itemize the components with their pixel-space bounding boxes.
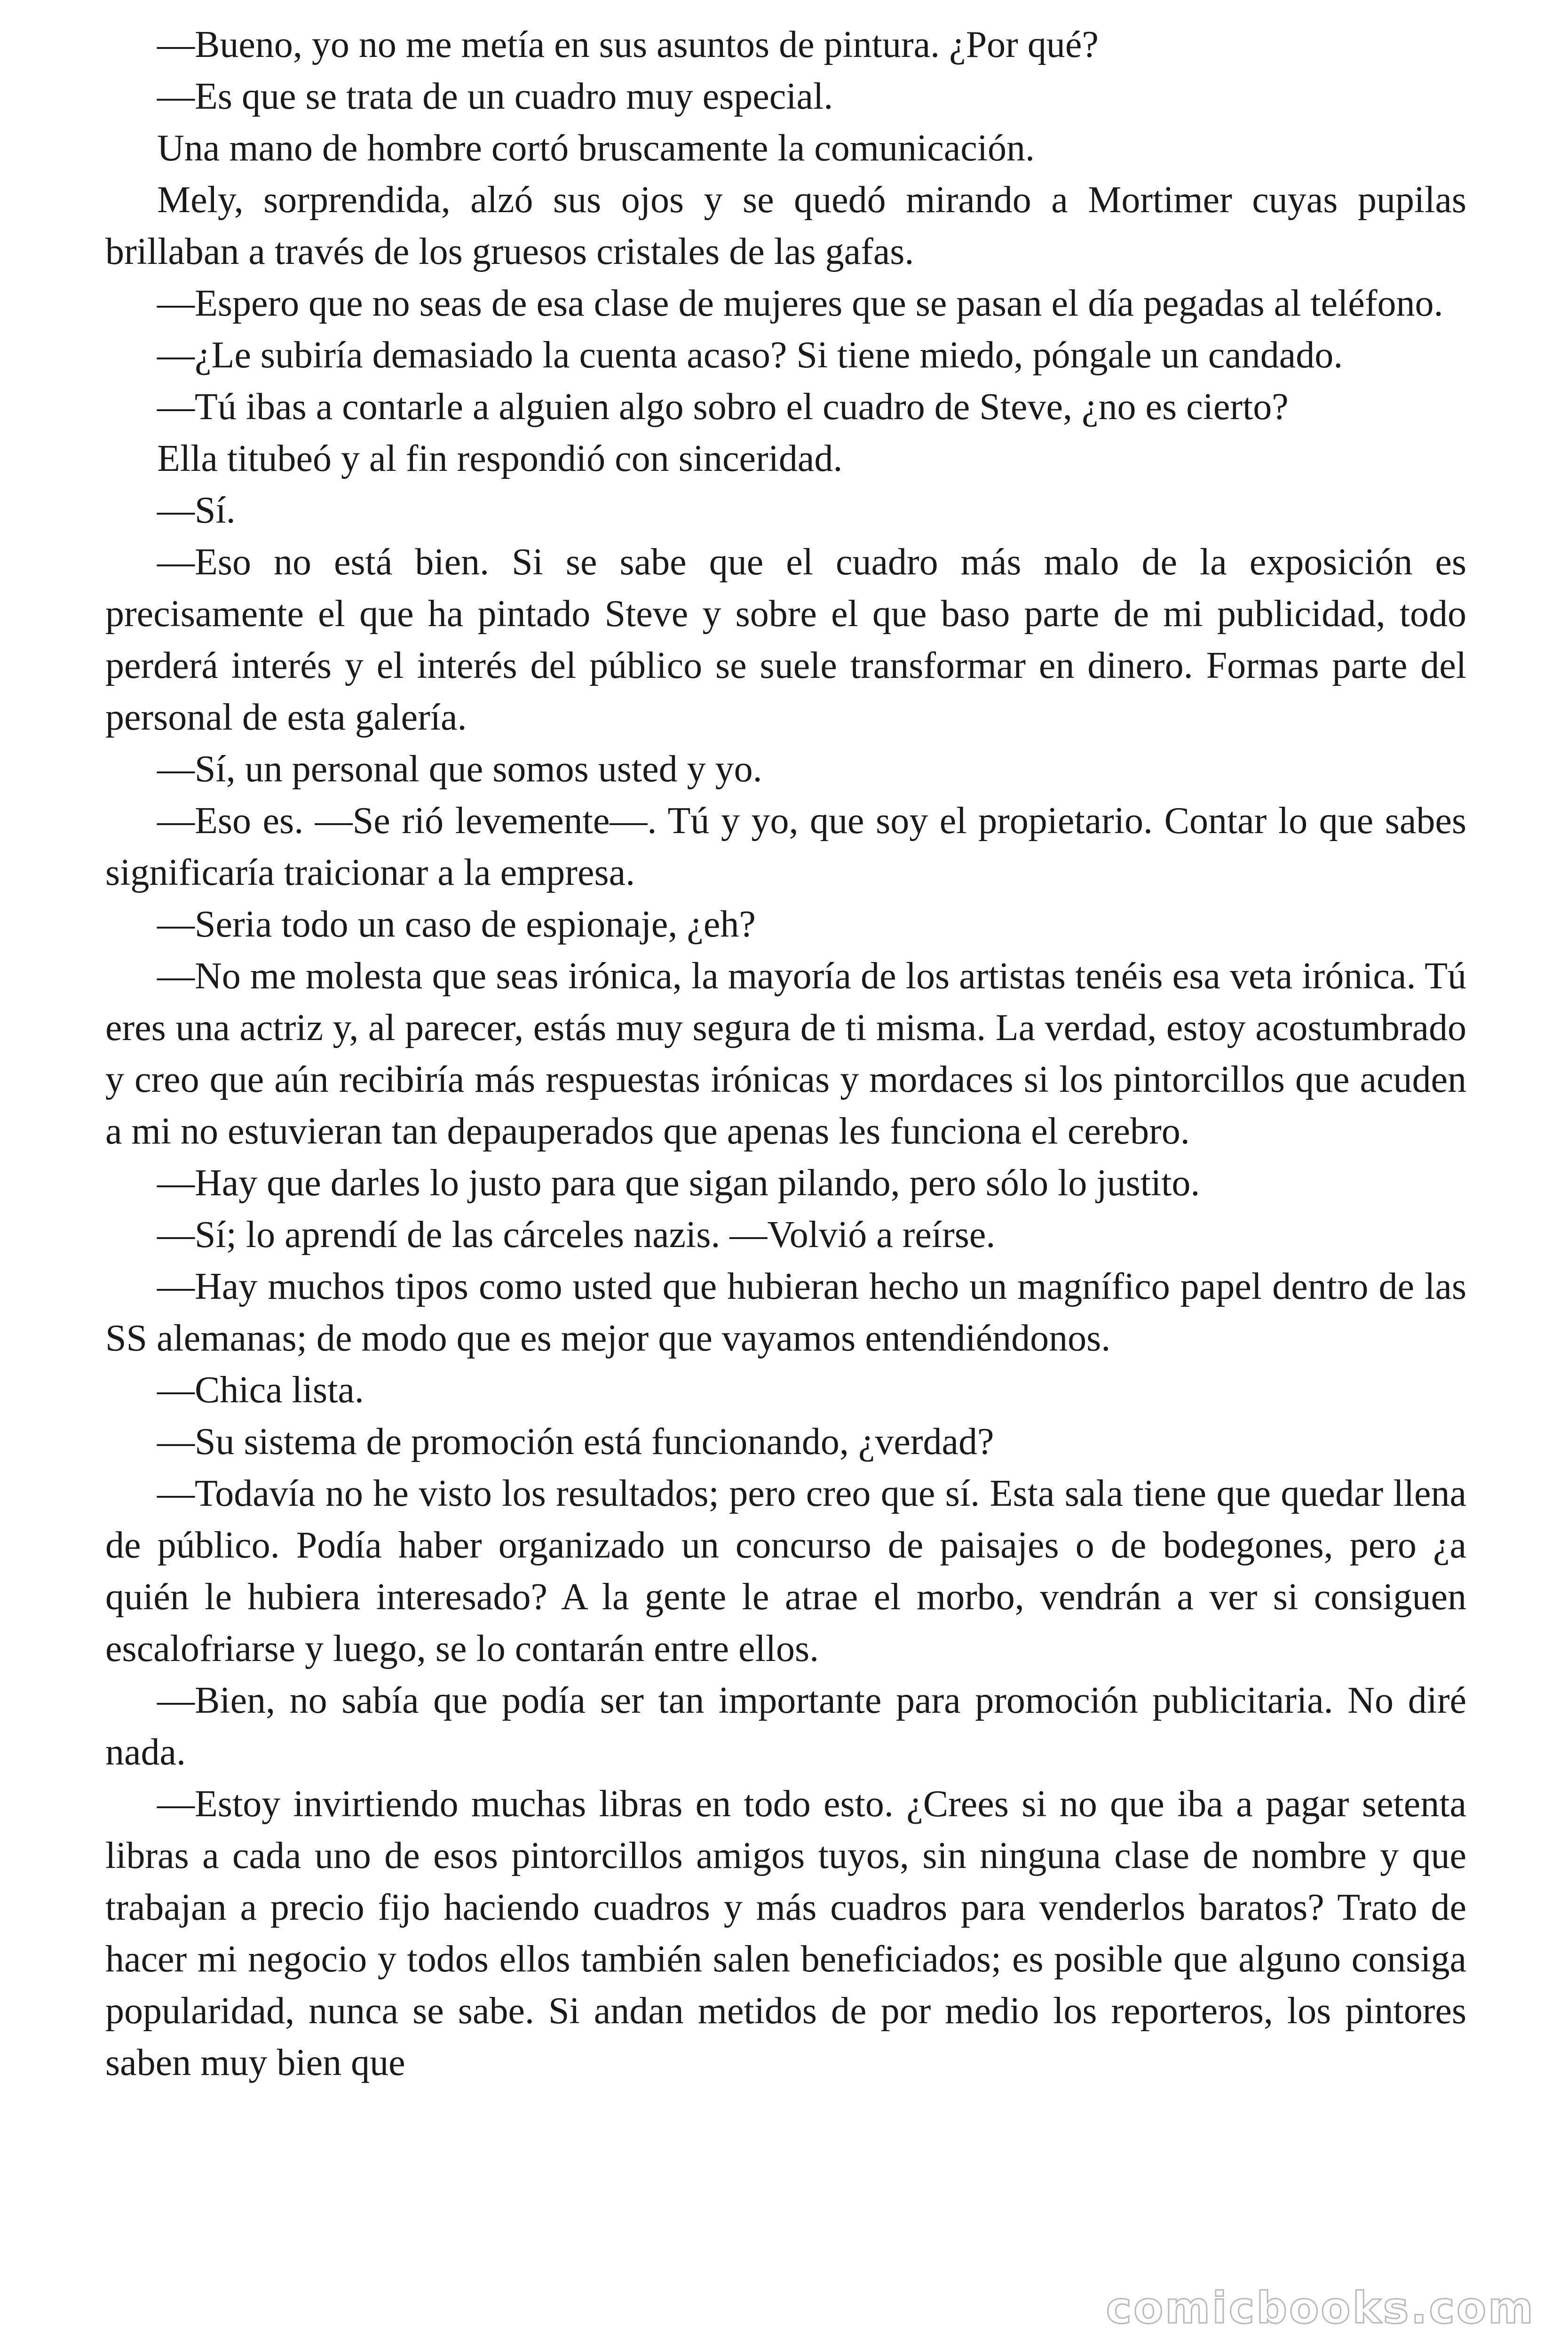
paragraph: —Seria todo un caso de espionaje, ¿eh?: [157, 904, 756, 945]
paragraph: —Hay muchos tipos como usted que hubieran hecho un magnífico papel dentro de las SS alemanas; de modo que es mejor que vayamos entendiéndonos.: [105, 1266, 1466, 1359]
paragraph: —Es que se trata de un cuadro muy especial.: [157, 76, 833, 117]
paragraph: Mely, sorprendida, alzó sus ojos y se quedó mirando a Mortimer cuyas pupilas brillaban a través de los gruesos cristales de las gafas.: [105, 179, 1466, 272]
paragraph: —Eso es. —Se rió levemente—. Tú y yo, que soy el propietario. Contar lo que sabes significaría traicionar a la empresa.: [105, 800, 1466, 893]
paragraph: —Su sistema de promoción está funcionando, ¿verdad?: [157, 1421, 994, 1462]
paragraph: —No me molesta que seas irónica, la mayoría de los artistas tenéis esa veta irónica. Tú eres una actriz y, al parecer, estás muy segura de ti misma. La verdad, estoy acostumbrado y creo que aún recibiría más respuestas irónicas y mordaces si los pintorcillos que acuden a mi no estuvieran tan depauperados que apenas les funciona el cerebro.: [105, 955, 1466, 1152]
paragraph: —Eso no está bien. Si se sabe que el cuadro más malo de la exposición es precisamente el que ha pintado Steve y sobre el que baso parte de mi publicidad, todo perderá interés y el interés del público se suele transformar en dinero. Formas parte del personal de esta galería.: [105, 541, 1466, 738]
page-body: [105, 19, 1466, 2089]
paragraph: —Todavía no he visto los resultados; pero creo que sí. Esta sala tiene que quedar llena de público. Podía haber organizado un concurso de paisajes o de bodegones, pero ¿a quién le hubiera interesado? A la gente le atrae el morbo, vendrán a ver si consiguen escalofriarse y luego, se lo contarán entre ellos.: [105, 1473, 1466, 1669]
paragraph: Ella titubeó y al fin respondió con sinceridad.: [157, 438, 843, 479]
paragraph: Una mano de hombre cortó bruscamente la comunicación.: [157, 127, 1035, 169]
paragraph: —¿Le subiría demasiado la cuenta acaso? Si tiene miedo, póngale un candado.: [157, 334, 1343, 376]
paragraph: —Chica lista.: [157, 1369, 364, 1411]
watermark: comicbooks.com: [1106, 2283, 1535, 2333]
paragraph: —Bien, no sabía que podía ser tan importante para promoción publicitaria. No diré nada.: [105, 1680, 1466, 1773]
paragraph: —Sí; lo aprendí de las cárceles nazis. —Volvió a reírse.: [157, 1214, 996, 1255]
paragraph: —Tú ibas a contarle a alguien algo sobro el cuadro de Steve, ¿no es cierto?: [157, 386, 1289, 428]
paragraph: —Estoy invirtiendo muchas libras en todo esto. ¿Crees si no que iba a pagar setenta libras a cada uno de esos pintorcillos amigos tuyos, sin ninguna clase de nombre y que trabajan a precio fijo haciendo cuadros y más cuadros para venderlos baratos? Trato de hacer mi negocio y todos ellos también salen beneficiados; es posible que alguno consiga popularidad, nunca se sabe. Si andan metidos de por medio los reporteros, los pintores saben muy bien que: [105, 1783, 1466, 2083]
paragraph: —Espero que no seas de esa clase de mujeres que se pasan el día pegadas al teléfono.: [157, 283, 1443, 324]
paragraph: —Bueno, yo no me metía en sus asuntos de pintura. ¿Por qué?: [157, 24, 1099, 65]
paragraph: —Sí.: [157, 490, 236, 531]
paragraph: —Hay que darles lo justo para que sigan pilando, pero sólo lo justito.: [157, 1162, 1200, 1204]
paragraph: —Sí, un personal que somos usted y yo.: [157, 748, 762, 790]
